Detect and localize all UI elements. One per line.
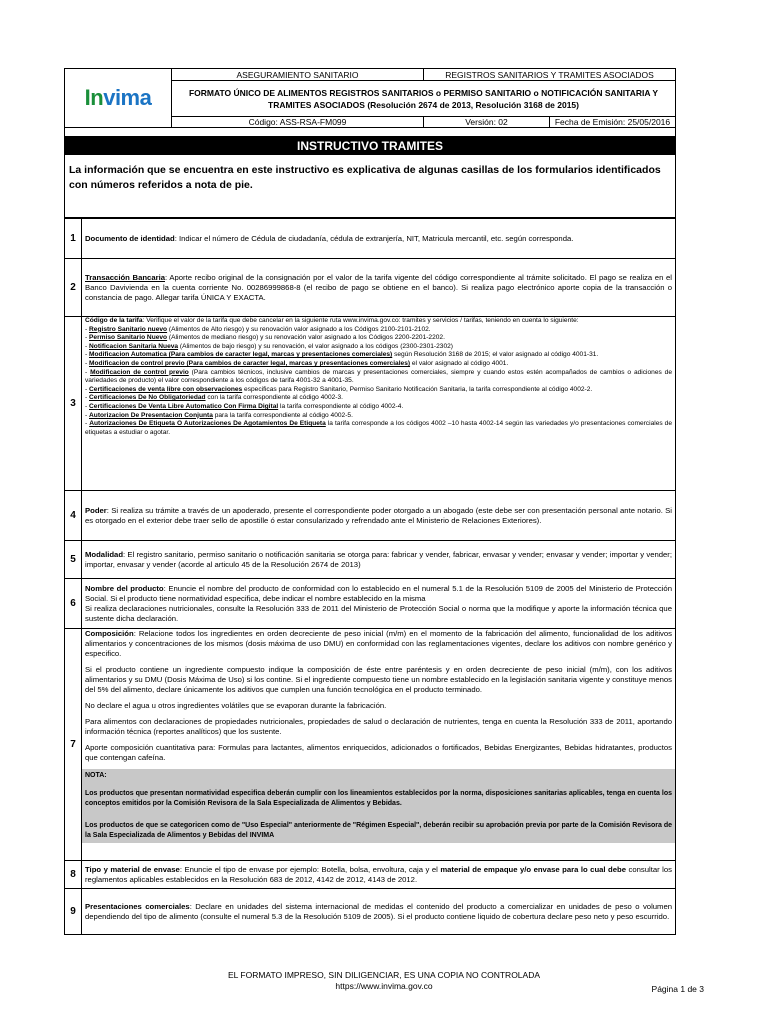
intro-text: La información que se encuentra en este instructivo es explicativa de algunas casillas de los formularios identificados con números referidos a nota de pie. <box>64 155 676 218</box>
table-row: 6 Nombre del producto: Enuncie el nombre del producto de conformidad con lo establecido en el numeral 5.1 de la Resolución 5109 de 2005 del Ministerio de Protección Social. Si el producto tiene normatividad especifica, debe indicar el nombre establecido en la misma Si realiza declaraciones nutricionales, consulte la Resolución 333 de 2011 del Ministerio de Protección Social o norma que la modifique y aporte la información técnica que sustente dicha declaración. <box>65 579 676 629</box>
form-title: FORMATO ÚNICO DE ALIMENTOS REGISTROS SANITARIOS o PERMISO SANITARIO o NOTIFICACIÓN SANITARIA Y TRAMITES ASOCIADOS (Resolución 2674 de 2013, Resolución 3168 de 2015) <box>172 81 676 117</box>
invima-logo: Invima <box>65 69 172 128</box>
footer-notice: EL FORMATO IMPRESO, SIN DILIGENCIAR, ES UNA COPIA NO CONTROLADA <box>227 970 541 980</box>
table-row: 2 Transacción Bancaria: Aporte recibo original de la consignación por el valor de la tarifa vigente del código correspondiente al trámite solicitado. El pago se realiza en el Banco Davivienda en la cuenta corriente No. 00286999868-8 (el recibo de pago se obtiene en el banco). Si realiza pago electrónico aporte copia de la transacción o constancia de pago. Allegar tarifa ÚNICA Y EXACTA. <box>65 259 676 317</box>
nota-box: NOTA: Los productos que presentan normatividad especifica deberán cumplir con los lineamientos establecidos por la norma, disposiciones sanitarias aplicables, tenga en cuenta los conceptos emitidos por la Comisión Revisora de la Sala Especializada de Alimentos y Bebidas. Los productos de que se categoricen como de "Uso Especial" anteriormente de "Régimen Especial", deberán recibir su aprobación previa por parte de la Comisión Revisora de la Sala Especializada de Alimentos y Bebidas del INVIMA <box>82 769 675 843</box>
header-right-label: REGISTROS SANITARIOS Y TRAMITES ASOCIADOS <box>424 69 676 81</box>
section-title: INSTRUCTIVO TRAMITES <box>64 137 676 155</box>
form-date: Fecha de Emisión: 25/05/2016 <box>550 117 676 128</box>
footer-url[interactable]: https://www.invima.gov.co <box>335 981 433 991</box>
form-code: Código: ASS-RSA-FM099 <box>172 117 424 128</box>
table-row: 1 Documento de identidad: Indicar el número de Cédula de ciudadanía, cédula de extranjería, NIT, Matricula mercantil, etc. según corresponda. <box>65 219 676 259</box>
header-spacer <box>64 128 676 137</box>
table-row: 4 Poder: Si realiza su trámite a través de un apoderado, presente el correspondiente poder otorgado a un abogado (este debe ser con presentación personal ante notario. Si es otorgado en el exterior debe traer sello de apostille ó estar consularizado y refrendado ante el Ministerio de Relaciones Exteriores). <box>65 491 676 541</box>
page-number: Página 1 de 3 <box>651 984 704 994</box>
header-left-label: ASEGURAMIENTO SANITARIO <box>172 69 424 81</box>
table-row: 9 Presentaciones comerciales: Declare en unidades del sistema internacional de medidas el contenido del producto a comercializar en unidades de peso o volumen dependiendo del tipo de alimento (consulte el numeral 5.3 de la Resolución 5109 de 2005). Si el producto contiene liquido de cobertura declare peso neto y peso escurrido. <box>65 889 676 935</box>
form-version: Versión: 02 <box>424 117 550 128</box>
document-sheet <box>64 68 676 935</box>
table-row: 5 Modalidad: El registro sanitario, permiso sanitario o notificación sanitaria se otorga para: fabricar y vender, fabricar, envasar y vender; envasar y vender; importar y vender; importar, envasar y vender (acorde al articulo 45 de la Resolución 2674 de 2013) <box>65 541 676 579</box>
page-footer <box>0 970 768 992</box>
table-row: 3 Código de la tarifa: Verifique el valor de la tarifa que debe cancelar en la siguiente ruta www.invima.gov.co: tramites y servicios / tarifas, teniendo en cuenta lo siguiente: - Registro Sanitario nuevo (Alimentos de Alto riesgo) y su renovación valor asignado a los Códigos 2100-2101-2102. - Permiso Sanitario Nuevo (Alimentos de mediano riesgo) y su renovación valor asignado a los Códigos 2200-2201-2202. - Notificacion Sanitaria Nueva (Alimentos de bajo riesgo) y su renovación, el valor asignado a los códigos (2300-2301-2302) - Modificacion Automatica (Para cambios de caracter legal, marcas y presentaciones comerciales) según Resolución 3168 de 2015; el valor asignado al código 4001-31. - Modificacion de control previo (Para cambios de caracter legal, marcas y presentaciones comerciales) el valor asignado al código 4001. - Modificacion de control previo (Para cambios técnicos, inclusive cambios de marcas y presentaciones comerciales, siempre y cuando estos estén acompañados de cambios o adiciones de variedades de producto) el valor correspondiente a los códigos de tarifa 4001-32 a 4001-35. - Certificaciones de venta libre con observaciones especificas para Registro Sanitario, Permiso Sanitario Notificación Sanitaria, la tarifa correspondiente al código 4002-2. - Certificaciones De No Obligatoriedad con la tarifa correspondiente al código 4002-3. - Certificaciones De Venta Libre Automatico Con Firma Digital la tarifa correspondiente al código 4002-4. - Autorizacion De Presentacion Conjunta para la tarifa correspondiente al código 4002-5. - Autorizaciones De Etiqueta O Autorizaciones De Agotamientos De Etiqueta la tarifa corresponde a los códigos 4002 –10 hasta 4002-14 según las variedades y/o presentaciones comerciales de etiquetas a estudiar o agotar. <box>65 317 676 491</box>
table-row: 8 Tipo y material de envase: Enuncie el tipo de envase por ejemplo: Botella, bolsa, envoltura, caja y el material de empaque y/o envase para lo cual debe consultar los reglamentos aplicables establecidos en la Resolución 683 de 2012, 4142 de 2012, 4143 de 2012. <box>65 861 676 889</box>
document-header <box>64 68 676 128</box>
instructions-table <box>64 218 676 935</box>
table-row: 7 Composición: Relacione todos los ingredientes en orden decreciente de peso inicial (m/m) en el momento de la fabricación del alimento, funcionalidad de los aditivos alimentarios y concentraciones de los mismos (dosis máxima de uso DMU) en conformidad con las reglamentaciones vigentes, declare los aditivos con nombre genérico y especifico. Si el producto contiene un ingrediente compuesto indique la composición de éste entre paréntesis y en orden decreciente de peso inicial (m/m), con los aditivos alimentarios y su DMU (Dosis Máxima de Uso) si los contine. Si el ingrediente compuesto tiene un nombre establecido en la legislación sanitaria vigente y constituye menos del 5% del alimento, declare únicamente los aditivos que cumplen una función tecnológica en el producto terminado. No declare el agua u otros ingredientes volátiles que se evaporan durante la fabricación. Para alimentos con declaraciones de propiedades nutricionales, propiedades de salud o declaración de nutrientes, tenga en cuenta la Resolución 333 de 2011, aportando información técnica (reportes analíticos) que los sustente. Aporte composición cuantitativa para: Formulas para lactantes, alimentos enriquecidos, adicionados o fortificados, Bebidas Energizantes, Bebidas hidratantes, productos que contengan cafeína. NOTA: Los productos que presentan normatividad especifica deberán cumplir con los lineamientos establecidos por la norma, disposiciones sanitarias aplicables, tenga en cuenta los conceptos emitidos por la Comisión Revisora de la Sala Especializada de Alimentos y Bebidas. Los productos de que se categoricen como de "Uso Especial" anteriormente de "Régimen Especial", deberán recibir su aprobación previa por parte de la Comisión Revisora de la Sala Especializada de Alimentos y Bebidas del INVIMA <box>65 629 676 861</box>
